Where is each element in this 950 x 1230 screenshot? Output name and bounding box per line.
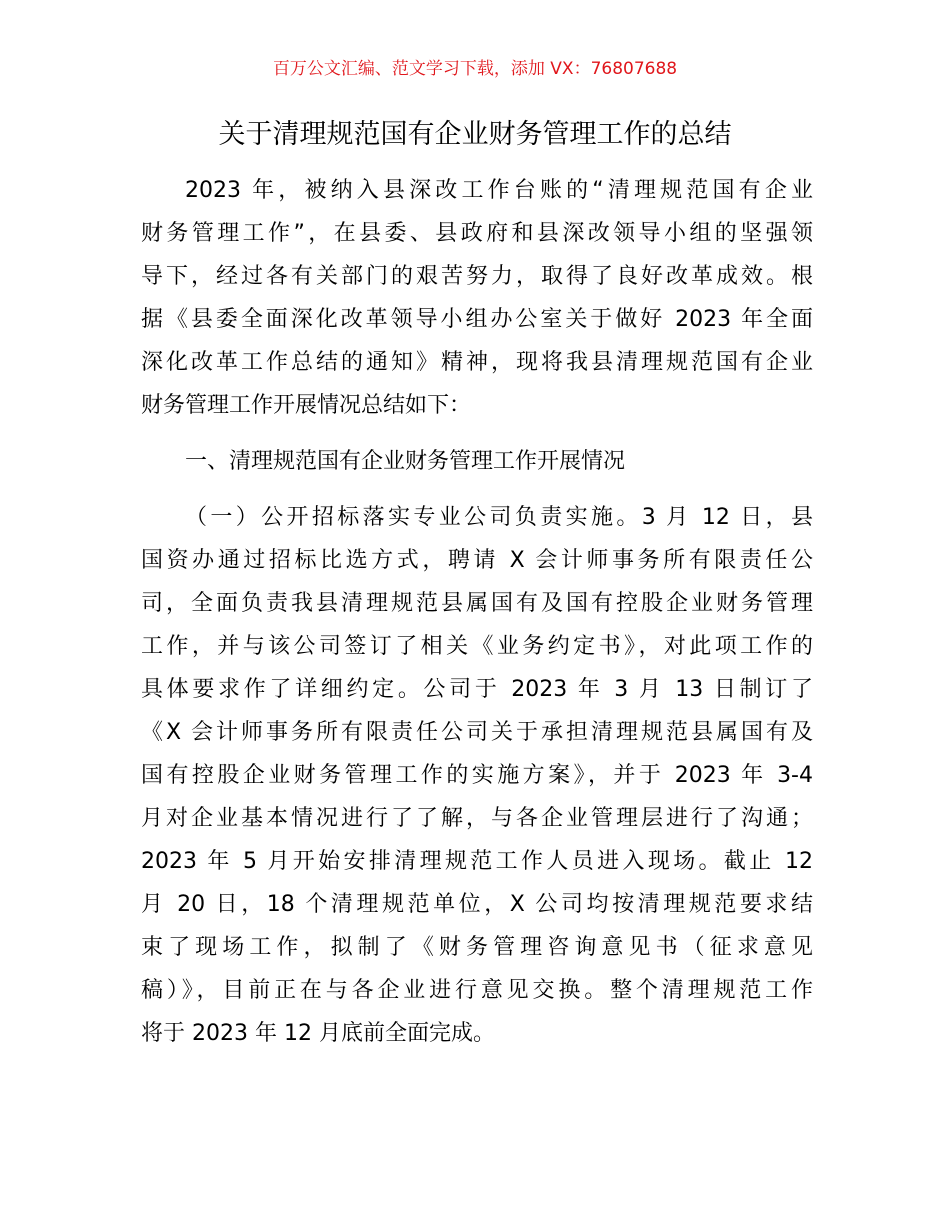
paragraph-line: 深化改革工作总结的通知》精神，现将我县清理规范国有企业 — [141, 350, 813, 375]
paragraph-line: 司，全面负责我县清理规范县属国有及国有控股企业财务管理 — [141, 591, 813, 616]
paragraph-line: 财务管理工作开展情况总结如下： — [141, 393, 472, 418]
section-heading-1 — [141, 440, 813, 483]
paragraph-line: 月对企业基本情况进行了了解，与各企业管理层进行了沟通； — [141, 806, 813, 831]
paragraph-line: 稿）》，目前正在与各企业进行意见交换。整个清理规范工作 — [141, 978, 813, 1003]
paragraph-line: 2023 年，被纳入县深改工作台账的“清理规范国有企业 — [185, 178, 813, 203]
paragraph-line: 具体要求作了详细约定。公司于 2023 年 3 月 13 日制订了 — [141, 677, 813, 702]
section-heading-text: 一、清理规范国有企业财务管理工作开展情况 — [185, 449, 626, 474]
document-title: 关于清理规范国有企业财务管理工作的总结 — [218, 119, 732, 150]
paragraph-section-1-1 — [141, 496, 813, 1055]
paragraph-line: 工作，并与该公司签订了相关《业务约定书》，对此项工作的 — [141, 634, 813, 659]
paragraph-line: 据《县委全面深化改革领导小组办公室关于做好 2023 年全面 — [141, 307, 813, 332]
paragraph-line: 月 20 日，18 个清理规范单位，X 公司均按清理规范要求结 — [141, 892, 813, 917]
paragraph-intro — [141, 169, 813, 427]
header-watermark-text: 百万公文汇编、范文学习下载，添加 VX：76807688 — [272, 59, 678, 79]
paragraph-line: 将于 2023 年 12 月底前全面完成。 — [141, 1021, 495, 1046]
paragraph-line: 2023 年 5 月开始安排清理规范工作人员进入现场。截止 12 — [141, 849, 813, 874]
paragraph-line: 《X 会计师事务所有限责任公司关于承担清理规范县属国有及 — [141, 720, 813, 745]
paragraph-line: （一）公开招标落实专业公司负责实施。3 月 12 日，县 — [185, 505, 813, 530]
paragraph-line: 束了现场工作，拟制了《财务管理咨询意见书（征求意见 — [141, 935, 813, 960]
paragraph-line: 国有控股企业财务管理工作的实施方案》，并于 2023 年 3-4 — [141, 763, 813, 788]
paragraph-line: 国资办通过招标比选方式，聘请 X 会计师事务所有限责任公 — [141, 548, 813, 573]
paragraph-line: 导下，经过各有关部门的艰苦努力，取得了良好改革成效。根 — [141, 264, 813, 289]
paragraph-line: 财务管理工作”，在县委、县政府和县深改领导小组的坚强领 — [141, 221, 813, 246]
